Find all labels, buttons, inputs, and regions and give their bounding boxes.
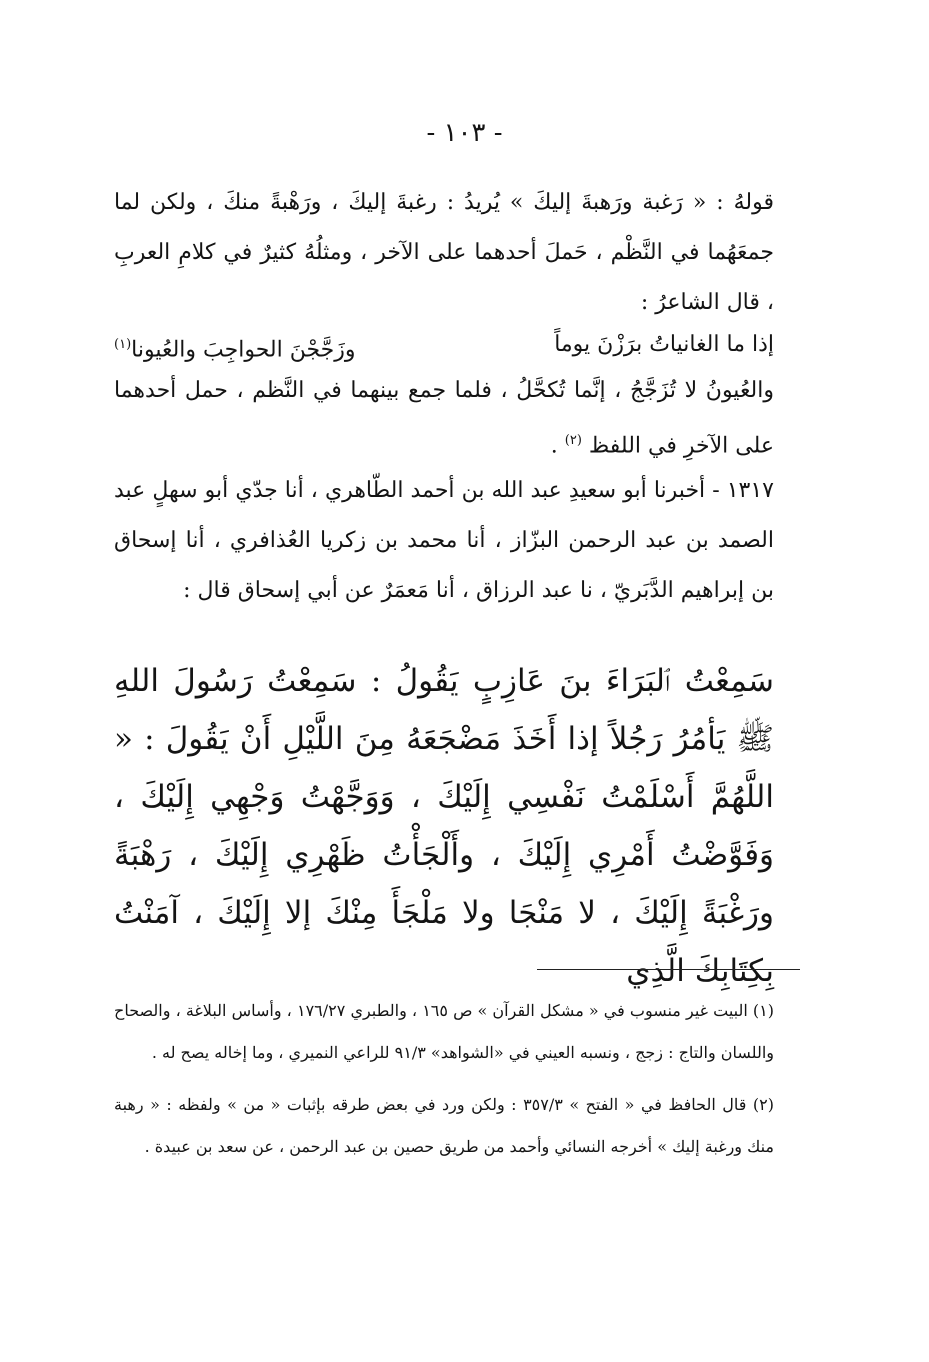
footnotes (114, 990, 774, 1168)
footnote-1: (١) البيت غير منسوب في « مشكل القرآن » ص ١٦٥ ، والطبري ١٧٦/٢٧ ، وأساس البلاغة ، والصحاح واللسان والتاج : زجج ، ونسبه العيني في «الشواهد» ٩١/٣ للراعي النميري ، وما إخاله يصح له . (114, 1001, 775, 1062)
page-number: - ١٠٣ - (426, 118, 503, 148)
commentary-paragraph: قولهُ : « رَغبة ورَهبةَ إليكَ » يُريدُ : رغبةَ إليكَ ، ورَهْبةً منكَ ، ولكن لما جمعَهُما في النَّظْم ، حَملَ أحدهما على الآخر ، ومثلُهُ كثيرٌ في كلامِ العربِ ، قال الشاعرُ : (114, 190, 774, 315)
hadith-text: سَمِعْتُ ٱلبَرَاءَ بنَ عَازِبٍ يَقُولُ : سَمِعْتُ رَسُولَ اللهِ ﷺ يَأمُرُ رَجُلاً إذا أَخَذَ مَضْجَعَهُ مِنَ اللَّيْلِ أَنْ يَقُولَ : « اللَّهُمَّ أَسْلَمْتُ نَفْسِي إِلَيْكَ ، وَوَجَّهْتُ وَجْهِي إِلَيْكَ ، وَفَوَّضْتُ أَمْرِي إِلَيْكَ ، وأَلْجَأْتُ ظَهْرِي إِلَيْكَ ، رَهْبَةً ورَغْبَةً إِلَيْكَ ، لا مَنْجَا ولا مَلْجَأَ مِنْكَ إلا إِلَيْكَ ، آمَنْتُ بِكِتَابِكَ الَّذِي (114, 663, 774, 989)
footnote-spacer (114, 1074, 774, 1084)
commentary-paragraph-2-end: . (550, 433, 565, 459)
footnote-2: (٢) قال الحافظ في « الفتح » ٣٥٧/٣ : ولكن ورد في بعض طرقه بإثبات « من » ولفظه : « رهبة منك ورغبة إليك » أخرجه النسائي وأحمد من طريق حصين بن عبد الرحمن ، عن سعد بن عبيدة . (114, 1095, 775, 1156)
footnote-divider (537, 969, 800, 970)
isnad-paragraph: ١٣١٧ - أخبرنا أبو سعيدِ عبد الله بن أحمد الطّاهري ، أنا جدّي أبو سهلٍ عبد الصمد بن عبد الرحمن البزّاز ، أنا محمد بن زكريا العُذافري ، أنا إسحاق بن إبراهيم الدَّبَريّ ، نا عبد الرزاق ، أنا مَعمَرٌ عن أبي إسحاق قال : (114, 478, 774, 603)
footnote-marker-2: (٢) (564, 433, 582, 448)
footnote-marker-1: (١) (114, 337, 132, 352)
commentary-paragraph-2-text: والعُيونُ لا تُزَجَّجُ ، إنَّما تُكحَّلُ ، فلما جمع بينهما في النَّظم ، حمل أحدهما على الآخرِ في اللفظ (114, 378, 774, 459)
verse-second-hemistich-text: وزَجَّجْنَ الحواجِبَ والعُيونا (131, 337, 356, 363)
commentary-paragraph-2 (114, 366, 774, 471)
verse-first-hemistich: إذا ما الغانياتُ برَزْنَ يوماً (554, 332, 774, 357)
